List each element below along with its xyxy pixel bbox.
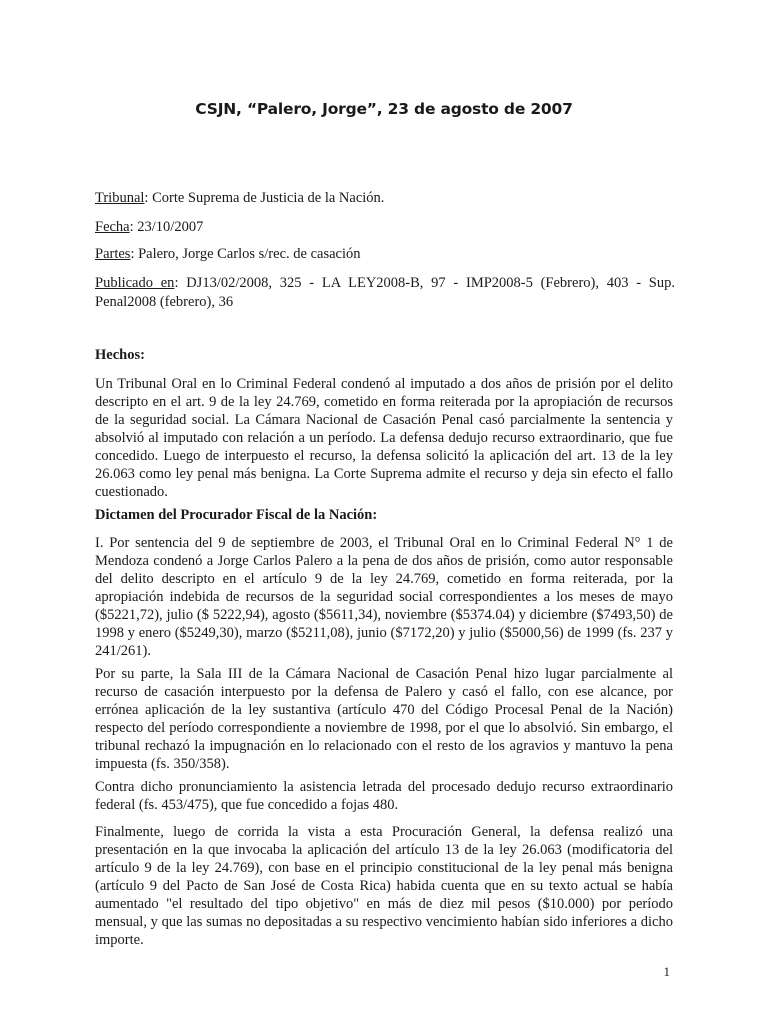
meta-publicado <box>95 274 675 312</box>
dictamen-heading: Dictamen del Procurador Fiscal de la Nación: <box>95 507 378 523</box>
meta-tribunal-label: Tribunal <box>95 190 145 206</box>
meta-tribunal-value: : Corte Suprema de Justicia de la Nación. <box>144 190 385 206</box>
dictamen-paragraph-1: I. Por sentencia del 9 de septiembre de 2003, el Tribunal Oral en lo Criminal Federal N° 1 de Mendoza condenó a Jorge Carlos Palero a la pena de dos años de prisión, como autor responsable del delito descripto en el artículo 9 de la ley 24.769, cometido en forma reiterada, por la apropiación indebida de recursos de la seguridad social correspondientes a los meses de mayo ($5221,72), julio ($ 5222,94), agosto ($5611,34), noviembre ($5374.04) y diciembre ($7493,50) de 1998 y enero ($5249,30), marzo ($5211,08), junio ($7172,20) y julio ($5000,56) de 1999 (fs. 237 y 241/261). <box>95 535 673 659</box>
meta-publicado-label: Publicado en <box>95 275 175 291</box>
dictamen-paragraph-3: Contra dicho pronunciamiento la asistencia letrada del procesado dedujo recurso extraordinario federal (fs. 453/475), que fue concedido a fojas 480. <box>95 779 673 813</box>
document-title: CSJN, “Palero, Jorge”, 23 de agosto de 2007 <box>195 100 573 118</box>
hechos-paragraph: Un Tribunal Oral en lo Criminal Federal condenó al imputado a dos años de prisión por el delito descripto en el art. 9 de la ley 24.769, cometido en forma reiterada por la apropiación de recursos de la seguridad social. La Cámara Nacional de Casación Penal casó parcialmente la sentencia y absolvió al imputado con relación a un período. La defensa dedujo recurso extraordinario, que fue concedido. Luego de interpuesto el recurso, la defensa solicitó la aplicación del art. 13 de la ley 26.063 como ley penal más benigna. La Corte Suprema admite el recurso y deja sin efecto el fallo cuestionado. <box>95 376 673 500</box>
meta-partes <box>95 246 675 263</box>
hechos-heading: Hechos: <box>95 347 145 363</box>
meta-fecha-label: Fecha <box>95 219 130 235</box>
dictamen-paragraph-2: Por su parte, la Sala III de la Cámara Nacional de Casación Penal hizo lugar parcialmente al recurso de casación interpuesto por la defensa de Palero y casó el fallo, con ese alcance, por errónea aplicación de la ley sustantiva (artículo 470 del Código Procesal Penal de la Nación) respecto del período correspondiente a noviembre de 1998, por el que lo absolvió. Sin embargo, el tribunal rechazó la impugnación en lo relacionado con el resto de los agravios y mantuvo la pena impuesta (fs. 350/358). <box>95 666 673 772</box>
meta-publicado-value: : DJ13/02/2008, 325 - LA LEY2008-B, 97 - IMP2008-5 (Febrero), 403 - Sup. Penal2008 (febrero), 36 <box>95 275 675 310</box>
meta-fecha <box>95 219 675 236</box>
meta-fecha-value: : 23/10/2007 <box>129 219 204 235</box>
page-number: 1 <box>663 964 670 979</box>
meta-tribunal <box>95 190 675 207</box>
meta-partes-label: Partes <box>95 246 131 262</box>
dictamen-paragraph-4: Finalmente, luego de corrida la vista a esta Procuración General, la defensa realizó una presentación en la que invocaba la aplicación del artículo 13 de la ley 26.063 (modificatoria del artículo 9 de la ley 24.769), con base en el principio constitucional de la ley penal más benigna (artículo 9 del Pacto de San José de Costa Rica) habida cuenta que en su texto actual se había aumentado "el resultado del tipo objetivo" en más de diez mil pesos ($10.000) por período mensual, y que las sumas no depositadas a su respectivo vencimiento habían sido inferiores a dicho importe. <box>95 824 673 948</box>
meta-partes-value: : Palero, Jorge Carlos s/rec. de casación <box>130 246 361 262</box>
